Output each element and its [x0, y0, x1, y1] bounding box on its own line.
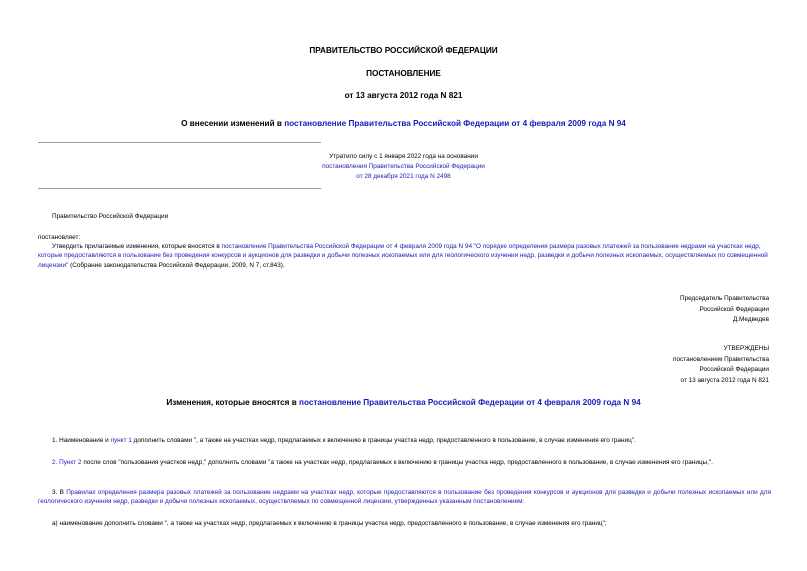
change-item-1-prefix: 1. Наименование и	[52, 437, 111, 444]
main-paragraph-prefix: Утвердить прилагаемые изменения, которые вносятся в	[52, 243, 222, 250]
item1-point-link[interactable]: пункт 1	[110, 437, 132, 444]
signature-position-1: Председатель Правительства	[680, 295, 769, 302]
document-title	[0, 118, 807, 130]
divider-top	[38, 142, 321, 143]
approved-block	[673, 344, 769, 386]
change-item-2	[38, 458, 771, 467]
government-heading: ПРАВИТЕЛЬСТВО РОССИЙСКОЙ ФЕДЕРАЦИИ	[309, 46, 498, 55]
document-date-number: от 13 августа 2012 года N 821	[344, 91, 463, 100]
divider-bottom	[38, 188, 321, 189]
item2-point-link[interactable]: 2. Пункт 2	[52, 459, 82, 466]
repeal-decree-date-link[interactable]: от 28 декабря 2021 года N 2498	[356, 172, 451, 180]
changes-decree-link[interactable]: постановление Правительства Российской Федерации от 4 февраля 2009 года N 94	[299, 398, 641, 407]
change-item-3a: а) наименование дополнить словами ", а также на участках недр, предлагаемых к включению в границы участка недр, предоставленного в пользование, в случае изменения его границ";	[52, 520, 607, 527]
main-decree-link[interactable]: постановление Правительства Российской Федерации от 4 февраля 2009 года N 94 "О порядке определения размера разовых платежей за пользование недрами на участках недр, которые предоставляются в пользование без проведения конкурсов и аукционов для разведки и добычи полезных ископаемых или для геологического изучения недр, разведки и добычи полезных ископаемых, осуществляемых по совмещенной лицензии"	[38, 243, 768, 269]
changes-title-prefix: Изменения, которые вносятся в	[166, 398, 300, 407]
approved-line-4: от 13 августа 2012 года N 821	[680, 376, 769, 384]
approved-line-3: Российской Федерации	[699, 366, 769, 374]
repeal-decree-link[interactable]: постановления Правительства Российской Федерации	[322, 162, 485, 170]
change-item-3	[38, 488, 771, 507]
signature-block	[680, 294, 769, 326]
signature-position-2: Российской Федерации	[699, 305, 769, 313]
repeal-notice-text: Утратило силу с 1 января 2022 года на основании	[329, 153, 478, 160]
approved-line-1: УТВЕРЖДЕНЫ	[723, 345, 769, 352]
approved-line-2: постановлением Правительства	[673, 355, 769, 363]
signature-name: Д.Медведев	[732, 316, 769, 324]
repeal-notice	[290, 152, 517, 182]
main-paragraph	[38, 242, 771, 270]
document-type-heading: ПОСТАНОВЛЕНИЕ	[366, 69, 441, 78]
item3-rules-link[interactable]: Правилах определения размера разовых платежей за пользование недрами на участках недр, которые предоставляются в пользование без проведения конкурсов и аукционов для разведки и добычи полезных ископаемых или для геологического изучения недр, разведки и добычи полезных ископаемых, осуществляемых по совмещенной лицензии, утвержденных указанным постановлением:	[38, 489, 771, 506]
main-paragraph-suffix: (Собрание законодательства Российской Федерации, 2009, N 7, ст.843).	[68, 261, 285, 269]
change-item-3-prefix: 3. В	[52, 489, 67, 496]
government-intro: Правительство Российской Федерации	[52, 213, 169, 220]
title-decree-link[interactable]: постановление Правительства Российской Федерации от 4 февраля 2009 года N 94	[284, 119, 626, 128]
changes-title	[0, 397, 807, 409]
document-title-prefix: О внесении изменений в	[181, 119, 285, 128]
decrees-word: постановляет:	[38, 234, 81, 241]
change-item-1-text: дополнить словами ", а также на участках недр, предлагаемых к включению в границы участка недр, предоставленного в пользование, в случае изменения его границ".	[131, 437, 636, 444]
change-item-1	[38, 436, 771, 445]
change-item-2-text: после слов "пользования участков недр," дополнить словами "а также на участках недр, предлагаемых к включению в границы участка недр, предоставленного в пользование, в случае изменения его границы,".	[81, 459, 713, 466]
